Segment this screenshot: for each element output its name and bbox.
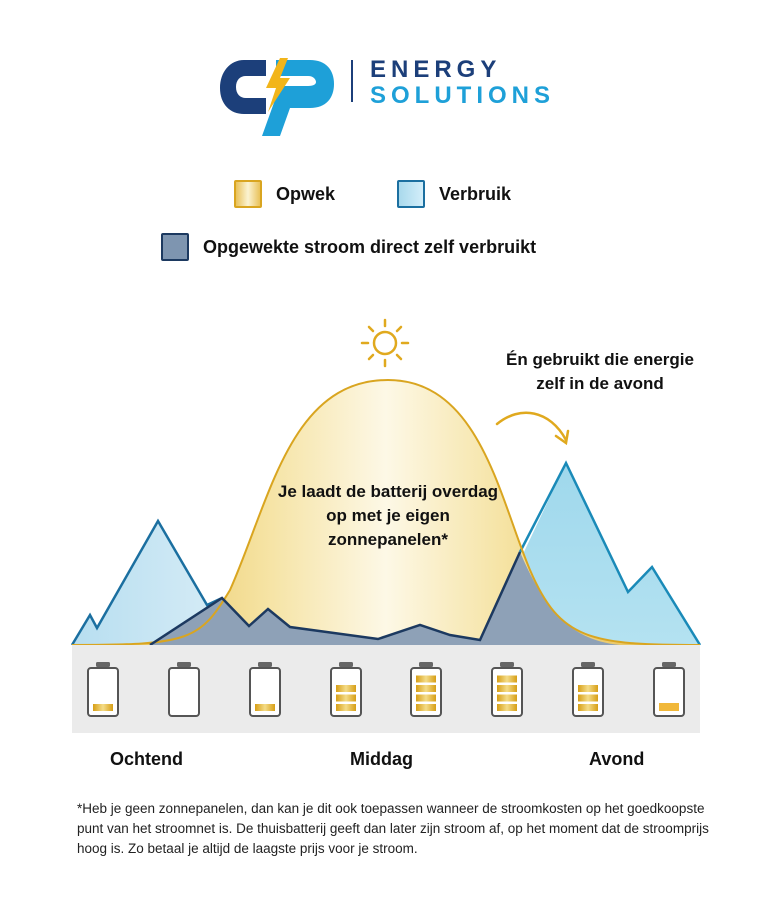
battery-cap xyxy=(177,662,191,667)
battery-icon xyxy=(88,662,118,716)
annotation-charge: Je laadt de batterij overdag op met je eigen zonnepanelen* xyxy=(277,482,499,549)
battery-charge-segment xyxy=(336,704,356,711)
battery-icon xyxy=(573,662,603,716)
battery-icon xyxy=(492,662,522,716)
legend-item-opwek xyxy=(234,180,335,208)
battery-charge-segment xyxy=(497,704,517,711)
battery-band xyxy=(72,645,700,733)
battery-cap xyxy=(258,662,272,667)
battery-charge-segment xyxy=(497,685,517,692)
battery-cap xyxy=(581,662,595,667)
battery-charge-segment xyxy=(255,704,275,711)
battery-cap xyxy=(662,662,676,667)
curved-arrow-icon xyxy=(497,413,568,443)
brand-line2: SOLUTIONS xyxy=(370,82,556,109)
footnote: *Heb je geen zonnepanelen, dan kan je dit ook toepassen wanneer de stroomkosten op het goedkoopste punt van het stroomnet is. De thuisbatterij geeft dan later zijn stroom af, op het moment dat de stroomprijs hoog is. Zo betaal je altijd de laagste prijs voor je stroom. xyxy=(77,801,709,856)
battery-icon xyxy=(411,662,441,716)
battery-charge-segment xyxy=(416,695,436,702)
battery-charge-segment xyxy=(416,685,436,692)
battery-charge-segment xyxy=(336,695,356,702)
battery-charge-segment xyxy=(659,703,679,711)
legend-item-verbruik xyxy=(397,180,511,208)
battery-icon xyxy=(331,662,361,716)
legend-label-direct: Opgewekte stroom direct zelf verbruikt xyxy=(203,236,537,257)
time-label-midday: Middag xyxy=(350,749,413,769)
battery-cap xyxy=(96,662,110,667)
battery-body xyxy=(169,668,199,716)
sun-icon xyxy=(362,320,408,366)
legend-item-direct xyxy=(161,233,536,261)
battery-charge-segment xyxy=(416,704,436,711)
cp-logo-icon xyxy=(218,52,348,142)
time-label-morning: Ochtend xyxy=(110,749,184,769)
battery-charge-segment xyxy=(497,695,517,702)
legend-label-opwek: Opwek xyxy=(276,183,336,204)
battery-charge-segment xyxy=(497,676,517,683)
battery-cap xyxy=(500,662,514,667)
battery-icon xyxy=(250,662,280,716)
battery-cap xyxy=(339,662,353,667)
battery-charge-segment xyxy=(416,676,436,683)
legend-label-verbruik: Verbruik xyxy=(439,183,512,204)
battery-charge-segment xyxy=(336,685,356,692)
battery-charge-segment xyxy=(578,704,598,711)
battery-icon xyxy=(169,662,199,716)
battery-charge-segment xyxy=(578,685,598,692)
slate-blue-swatch-icon xyxy=(161,233,189,261)
battery-charge-segment xyxy=(93,704,113,711)
light-blue-swatch-icon xyxy=(397,180,425,208)
battery-icon xyxy=(654,662,684,716)
brand-wordmark xyxy=(370,58,555,108)
time-label-evening: Avond xyxy=(589,749,645,769)
brand-line1: ENERGY xyxy=(370,56,502,83)
battery-cap xyxy=(419,662,433,667)
gold-swatch-icon xyxy=(234,180,262,208)
battery-charge-segment xyxy=(578,695,598,702)
logo-divider xyxy=(351,60,353,102)
annotation-evening: Én gebruikt die energie zelf in de avond xyxy=(506,350,694,393)
